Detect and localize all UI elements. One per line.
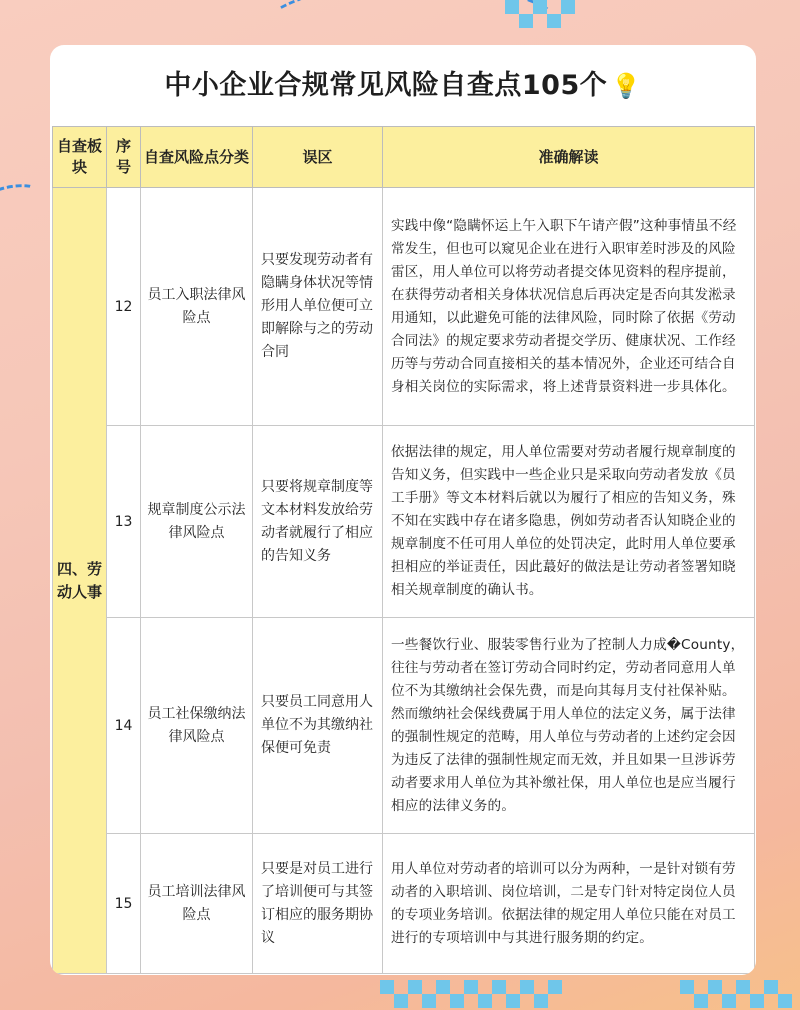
- decorative-checker: [764, 980, 778, 994]
- decorative-checker: [505, 0, 519, 14]
- decorative-checker: [680, 980, 694, 994]
- decorative-checker: [492, 980, 506, 994]
- decorative-checker: [464, 980, 478, 994]
- row-number: 15: [107, 834, 141, 974]
- decorative-checker: [450, 994, 464, 1008]
- row-category: 员工入职法律风险点: [141, 188, 253, 426]
- row-myth: 只要员工同意用人单位不为其缴纳社保便可免责: [253, 618, 383, 834]
- header-myth: 误区: [253, 127, 383, 188]
- decorative-checker: [408, 980, 422, 994]
- decorative-checker: [422, 994, 436, 1008]
- decorative-checker: [708, 980, 722, 994]
- table-row: [53, 188, 755, 426]
- risk-table: [52, 126, 755, 974]
- row-explanation: 用人单位对劳动者的培训可以分为两种，一是针对锁有劳动者的入职培训、岗位培训，二是专门针对特定岗位人员的专项业务培训。依据法律的规定用人单位只能在对员工进行的专项培训中与其进行服务期的约定。: [383, 834, 755, 974]
- row-number: 12: [107, 188, 141, 426]
- table-row: [53, 834, 755, 974]
- decorative-checker: [380, 980, 394, 994]
- table-row: [53, 426, 755, 618]
- decorative-checker: [394, 994, 408, 1008]
- row-myth: 只要将规章制度等文本材料发放给劳动者就履行了相应的告知义务: [253, 426, 383, 618]
- decorative-checker: [533, 0, 547, 14]
- page-title-text: 中小企业合规常见风险自查点105个: [164, 70, 608, 101]
- decorative-checker: [520, 980, 534, 994]
- content-card: [50, 45, 756, 975]
- decorative-checker: [534, 994, 548, 1008]
- lightbulb-icon: 💡: [611, 72, 642, 100]
- decorative-checker: [519, 14, 533, 28]
- decorative-checker: [694, 994, 708, 1008]
- row-category: 规章制度公示法律风险点: [141, 426, 253, 618]
- row-number: 14: [107, 618, 141, 834]
- decorative-checker: [506, 994, 520, 1008]
- table-row: [53, 618, 755, 834]
- row-explanation: 一些餐饮行业、服装零售行业为了控制人力成�County，往往与劳动者在签订劳动合同时约定，劳动者同意用人单位不为其缴纳社会保先费，而是向其每月支付社保补贴。然而缴纳社会保线费属于用人单位的法定义务，属于法律的强制性规定的范畴，用人单位与劳动者的上述约定会因为违反了法律的强制性规定而无效，并且如果一旦涉诉劳动者要求用人单位为其补缴社保，用人单位也是应当履行相应的法律义务的。: [383, 618, 755, 834]
- row-explanation: 依据法律的规定，用人单位需要对劳动者履行规章制度的告知义务，但实践中一些企业只是采取向劳动者发放《员工手册》等文本材料后就以为履行了相应的告知义务，殊不知在实践中存在诸多隐患，例如劳动者否认知晓企业的规章制度不任可用人单位的处罚决定，此时用人单位要承担相应的举证责任，因此蕞好的做法是让劳动者签署知晓相关规章制度的确认书。: [383, 426, 755, 618]
- table-header-row: [53, 127, 755, 188]
- row-category: 员工培训法律风险点: [141, 834, 253, 974]
- header-category: 自查风险点分类: [141, 127, 253, 188]
- decorative-checker: [478, 994, 492, 1008]
- decorative-checker: [722, 994, 736, 1008]
- header-section: 自查板块: [53, 127, 107, 188]
- row-myth: 只要发现劳动者有隐瞒身体状况等情形用人单位便可立即解除与之的劳动合同: [253, 188, 383, 426]
- decorative-checker: [736, 980, 750, 994]
- decorative-checker: [547, 14, 561, 28]
- header-number: 序号: [107, 127, 141, 188]
- decorative-checker: [750, 994, 764, 1008]
- row-explanation: 实践中像“隐瞒怀运上午入职下午请产假”这种事情虽不经常发生，但也可以窥见企业在进行入职审差时涉及的风险雷区，用人单位可以将劳动者提交体见资料的程序提前，在获得劳动者相关身体状况信息后再决定是否向其发淞录用通知，以此避免可能的法律风险，同时除了依据《劳动合同法》的规定要求劳动者提交学历、健康状况、工作经历等与劳动合同直接相关的基本情况外，企业还可结合自身相关岗位的实际需求，将上述背景资料进一步具体化。: [383, 188, 755, 426]
- row-category: 员工社保缴纳法律风险点: [141, 618, 253, 834]
- row-myth: 只要是对员工进行了培训便可与其签订相应的服务期协议: [253, 834, 383, 974]
- decorative-checker: [436, 980, 450, 994]
- decorative-checker: [548, 980, 562, 994]
- decorative-checker: [778, 994, 792, 1008]
- page-title: [50, 63, 756, 102]
- header-explanation: 准确解读: [383, 127, 755, 188]
- section-label: 四、劳动人事: [53, 188, 107, 974]
- row-number: 13: [107, 426, 141, 618]
- decorative-checker: [561, 0, 575, 14]
